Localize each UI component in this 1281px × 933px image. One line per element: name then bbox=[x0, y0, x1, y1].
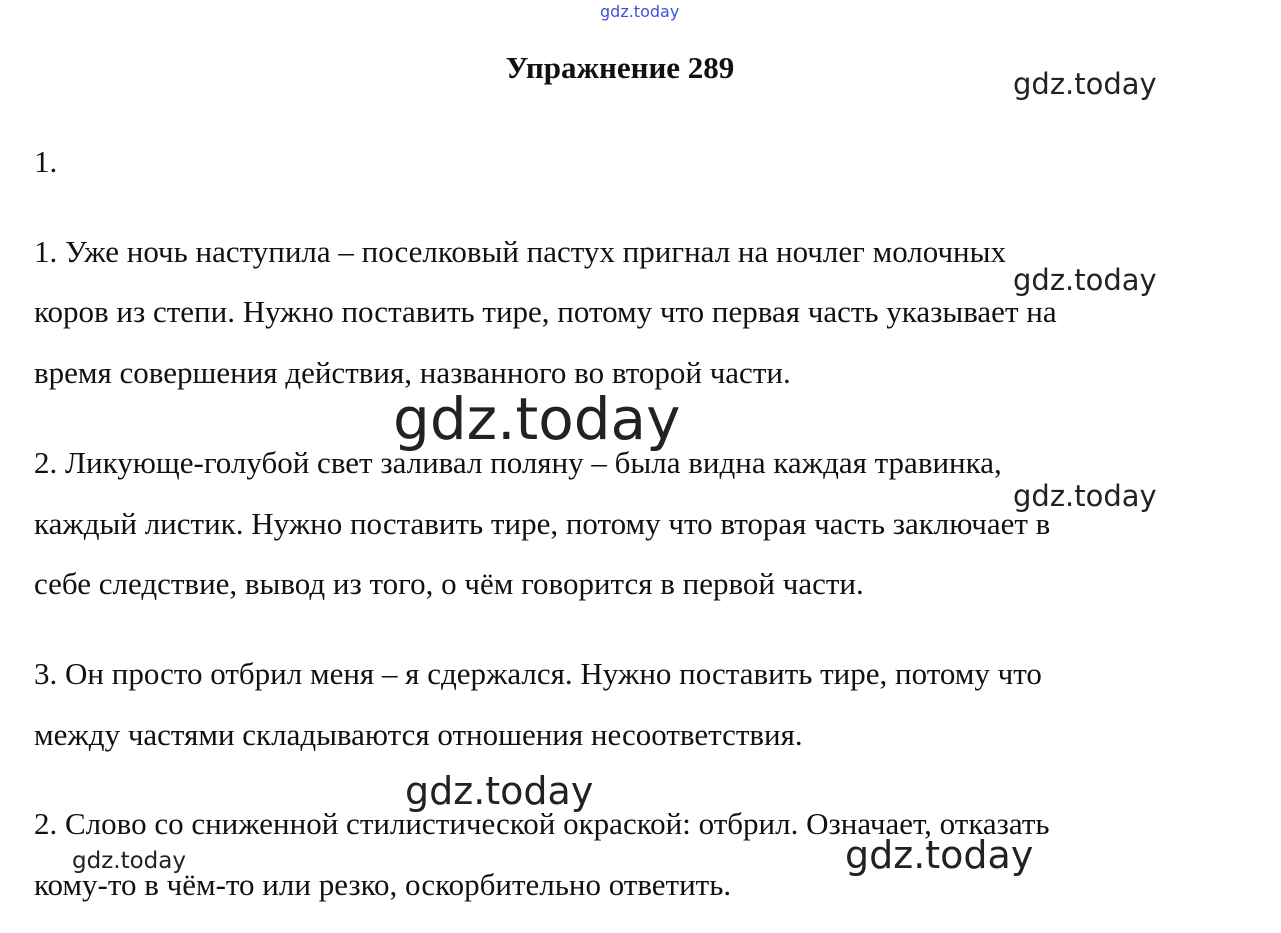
item-1-line-3: время совершения действия, названного во второй части. bbox=[34, 355, 791, 390]
section-2-line-1: 2. Слово со сниженной стилистической окраской: отбрил. Означает, отказать bbox=[34, 806, 1050, 841]
page-title: Упражнение 289 bbox=[505, 50, 735, 85]
watermark: gdz.today bbox=[845, 833, 1034, 877]
item-2-line-1: 2. Ликующе-голубой свет заливал поляну – была видна каждая травинка, bbox=[34, 445, 1002, 480]
item-1-line-1: 1. Уже ночь наступила – поселковый пастух пригнал на ночлег молочных bbox=[34, 234, 1006, 269]
section-2-line-2: кому-то в чём-то или резко, оскорбительно ответить. bbox=[34, 867, 732, 902]
watermark: gdz.today bbox=[1013, 263, 1157, 297]
item-2-line-3: себе следствие, вывод из того, о чём говорится в первой части. bbox=[34, 566, 864, 601]
item-2-line-2: каждый листик. Нужно поставить тире, потому что вторая часть заключает в bbox=[34, 506, 1051, 541]
item-3-line-1: 3. Он просто отбрил меня – я сдержался. Нужно поставить тире, потому что bbox=[34, 656, 1042, 691]
item-3-line-2: между частями складываются отношения несоответствия. bbox=[34, 717, 803, 752]
item-1-line-2: коров из степи. Нужно поставить тире, потому что первая часть указывает на bbox=[34, 294, 1057, 329]
watermark-top: gdz.today bbox=[600, 2, 680, 21]
watermark-large: gdz.today bbox=[393, 385, 681, 453]
watermark: gdz.today bbox=[405, 769, 594, 813]
watermark: gdz.today bbox=[1013, 479, 1157, 513]
watermark: gdz.today bbox=[1013, 67, 1157, 101]
section-label: 1. bbox=[34, 144, 58, 179]
watermark: gdz.today bbox=[72, 848, 186, 874]
